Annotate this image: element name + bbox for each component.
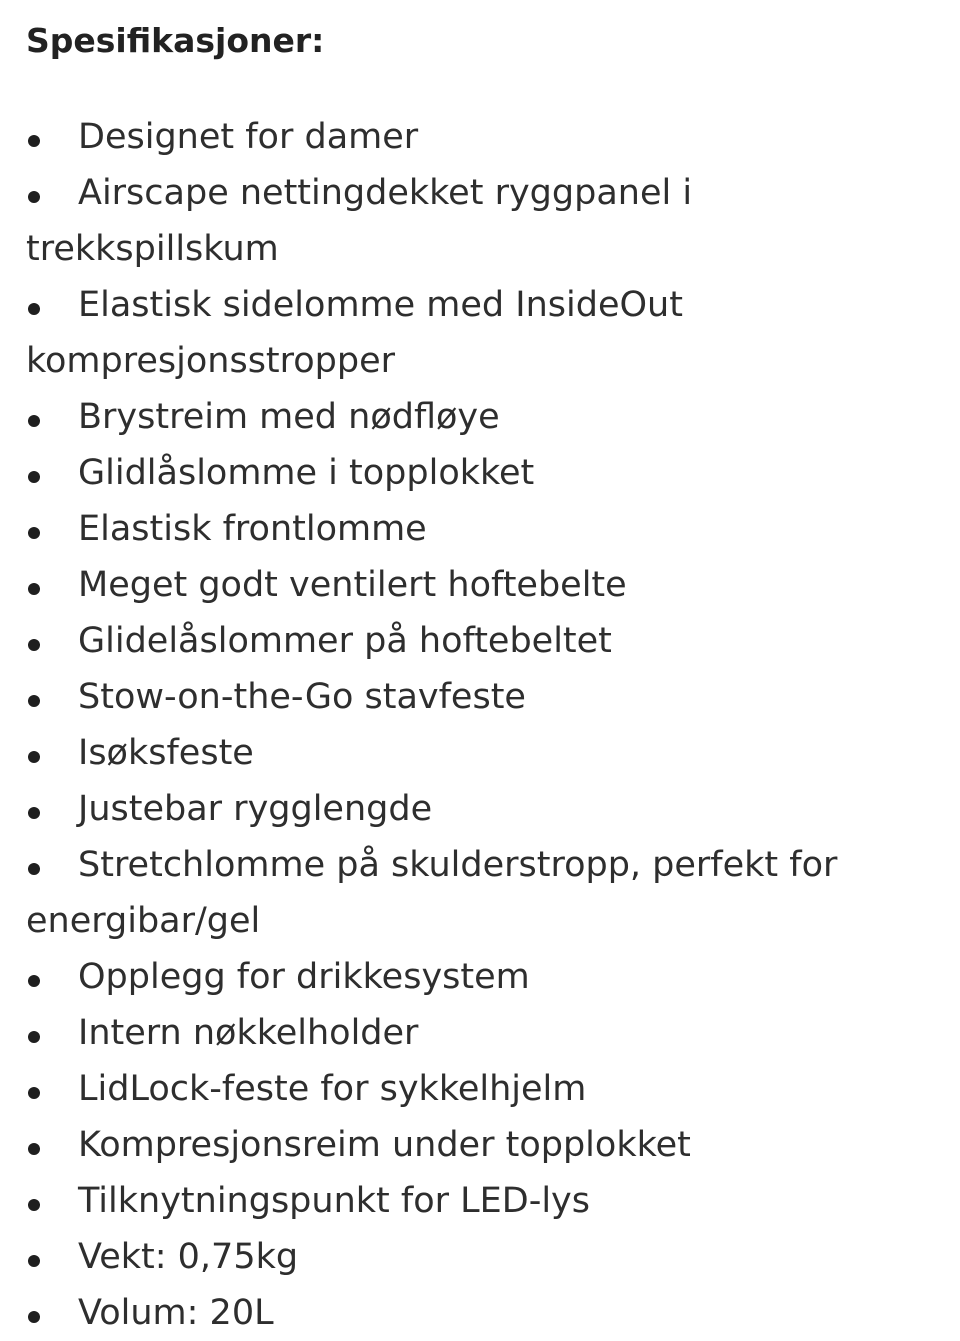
spec-item-text: Stow-on-the-Go stavfeste (78, 677, 526, 717)
spec-item-text: Elastisk sidelomme med InsideOut kompresjonsstropper (26, 285, 683, 381)
spec-item-text: Tilknytningspunkt for LED-lys (78, 1181, 590, 1221)
spec-item-text: Isøksfeste (78, 733, 254, 773)
spec-item-text: Designet for damer (78, 117, 419, 157)
spec-item-text: Elastisk frontlomme (78, 509, 427, 549)
spec-item (26, 725, 936, 781)
spec-item-text: Vekt: 0,75kg (78, 1237, 299, 1277)
bullet-icon (26, 1043, 78, 1044)
spec-item (26, 557, 936, 613)
bullet-icon (26, 819, 78, 820)
spec-item (26, 445, 936, 501)
bullet-icon (26, 1211, 78, 1212)
spec-item-text: Meget godt ventilert hoftebelte (78, 565, 627, 605)
bullet-icon (26, 595, 78, 596)
spec-item (26, 1285, 936, 1341)
spec-item-text: Intern nøkkelholder (78, 1013, 419, 1053)
spec-item (26, 1005, 936, 1061)
bullet-icon (26, 763, 78, 764)
spec-item (26, 277, 936, 389)
bullet-icon (26, 875, 78, 876)
bullet-icon (26, 987, 78, 988)
spec-item-text: Volum: 20L (78, 1293, 274, 1333)
spec-item (26, 1173, 936, 1229)
spec-item-text: Stretchlomme på skulderstropp, perfekt for energibar/gel (26, 845, 838, 941)
bullet-icon (26, 1155, 78, 1156)
bullet-icon (26, 1323, 78, 1324)
spec-item-text: Opplegg for drikkesystem (78, 957, 530, 997)
bullet-icon (26, 315, 78, 316)
bullet-icon (26, 147, 78, 148)
spec-item (26, 109, 936, 165)
spec-item (26, 669, 936, 725)
bullet-icon (26, 707, 78, 708)
specifications-section (26, 16, 936, 1341)
spec-item-text: LidLock-feste for sykkelhjelm (78, 1069, 587, 1109)
spec-item (26, 165, 936, 277)
spec-item (26, 389, 936, 445)
spec-item (26, 837, 936, 949)
spec-item (26, 1061, 936, 1117)
bullet-icon (26, 651, 78, 652)
spec-item-text: Glidlåslomme i topplokket (78, 453, 535, 493)
spec-item-text: Glidelåslommer på hoftebeltet (78, 621, 612, 661)
spec-item (26, 501, 936, 557)
specifications-list (26, 109, 936, 1341)
bullet-icon (26, 203, 78, 204)
spec-item (26, 1229, 936, 1285)
bullet-icon (26, 427, 78, 428)
bullet-icon (26, 483, 78, 484)
spec-item (26, 781, 936, 837)
bullet-icon (26, 1267, 78, 1268)
spec-item (26, 949, 936, 1005)
spec-item-text: Airscape nettingdekket ryggpanel i trekkspillskum (26, 173, 693, 269)
specifications-heading: Spesifikasjoner: (26, 21, 325, 60)
spec-item (26, 1117, 936, 1173)
bullet-icon (26, 1099, 78, 1100)
bullet-icon (26, 539, 78, 540)
spec-item-text: Kompresjonsreim under topplokket (78, 1125, 691, 1165)
spec-item-text: Justebar rygglengde (78, 789, 433, 829)
spec-item-text: Brystreim med nødfløye (78, 397, 500, 437)
spec-item (26, 613, 936, 669)
